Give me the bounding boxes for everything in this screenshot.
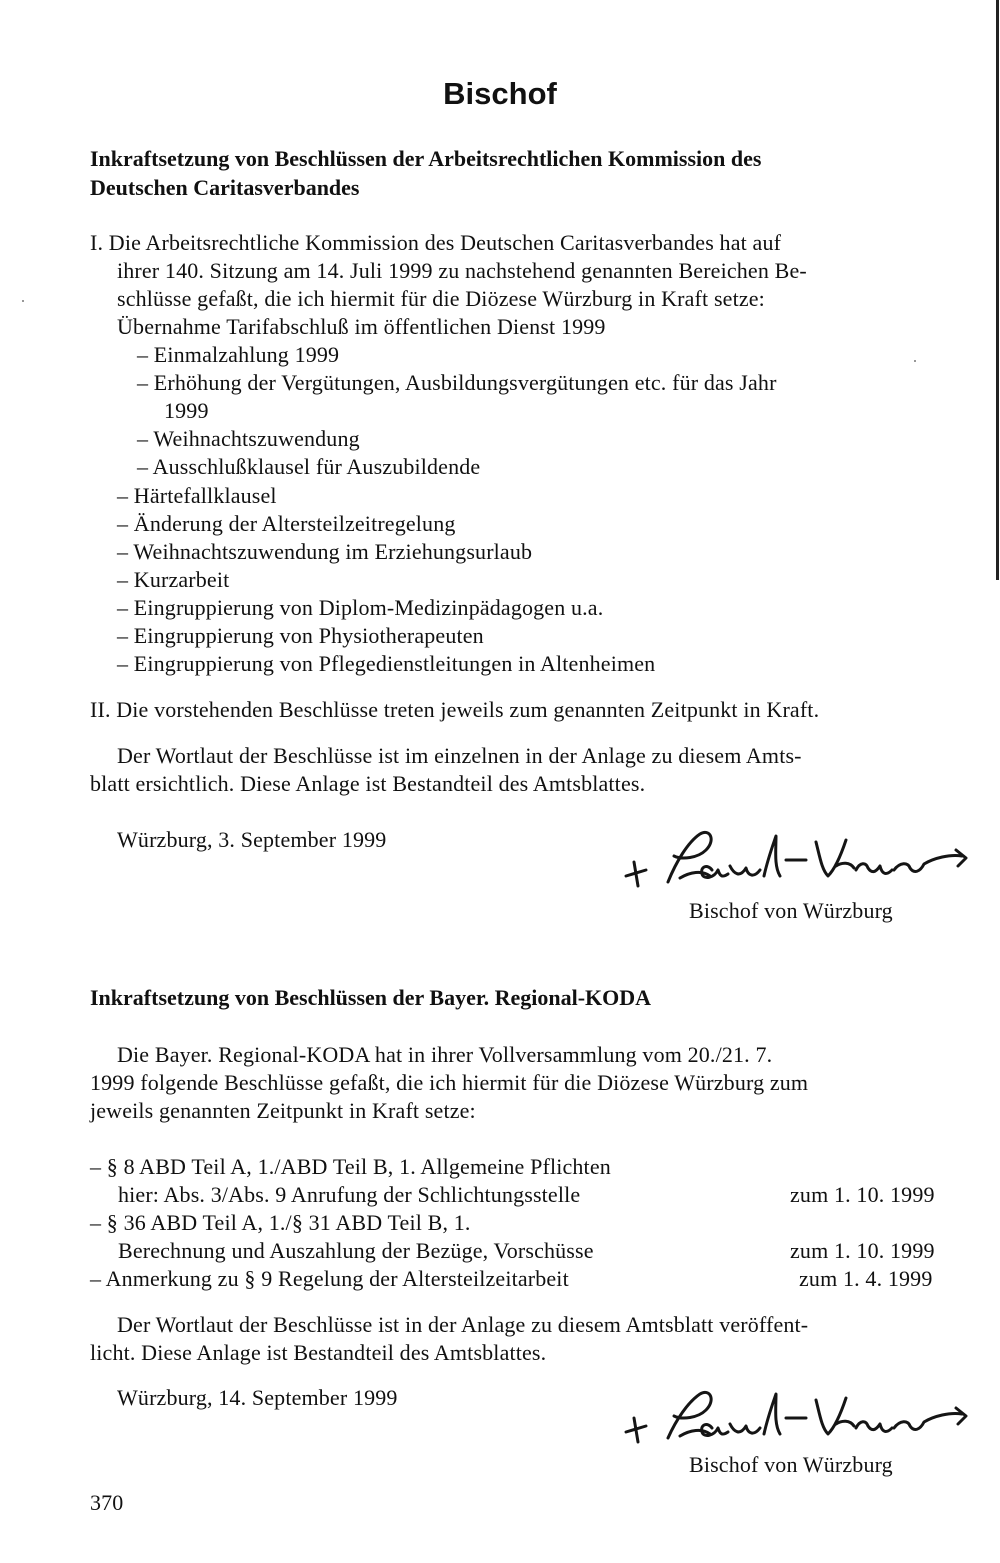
paragraph-line: II. Die vorstehenden Beschlüsse treten jeweils zum genannten Zeitpunkt in Kraft. — [90, 697, 820, 722]
entry-date: zum 1. 10. 1999 — [790, 1238, 935, 1263]
handwritten-signature — [610, 818, 980, 896]
list-item: – Eingruppierung von Pflegedienstleitungen in Altenheimen — [117, 651, 656, 676]
paragraph-line: Der Wortlaut der Beschlüsse ist im einzelnen in der Anlage zu diesem Amts- — [117, 743, 802, 768]
list-subitem: – Einmalzahlung 1999 — [137, 342, 340, 367]
handwritten-signature — [610, 1382, 980, 1452]
list-subitem: – Weihnachtszuwendung — [137, 426, 360, 451]
section-title-line: Deutschen Caritasverbandes — [90, 175, 360, 200]
list-item: – Eingruppierung von Diplom-Medizinpädagogen u.a. — [117, 595, 604, 620]
paragraph-line: Der Wortlaut der Beschlüsse ist in der Anlage zu diesem Amtsblatt veröffent- — [117, 1312, 809, 1337]
paragraph-line: jeweils genannten Zeitpunkt in Kraft setze: — [90, 1098, 476, 1123]
signature-caption: Bischof von Würzburg — [689, 898, 893, 923]
list-item: – Eingruppierung von Physiotherapeuten — [117, 623, 484, 648]
paragraph-line: blatt ersichtlich. Diese Anlage ist Bestandteil des Amtsblattes. — [90, 771, 646, 796]
entry-line: hier: Abs. 3/Abs. 9 Anrufung der Schlichtungsstelle — [118, 1182, 581, 1207]
entry-date: zum 1. 10. 1999 — [790, 1182, 935, 1207]
place-date: Würzburg, 3. September 1999 — [117, 827, 387, 852]
paragraph-line: ihrer 140. Sitzung am 14. Juli 1999 zu nachstehend genannten Bereichen Be- — [117, 258, 807, 283]
list-item: – Weihnachtszuwendung im Erziehungsurlaub — [117, 539, 533, 564]
section-title-line: Inkraftsetzung von Beschlüssen der Arbeitsrechtlichen Kommission des — [90, 146, 762, 171]
signature-caption: Bischof von Würzburg — [689, 1452, 893, 1477]
paragraph-line: 1999 folgende Beschlüsse gefaßt, die ich hiermit für die Diözese Würzburg zum — [90, 1070, 809, 1095]
paragraph-line: schlüsse gefaßt, die ich hiermit für die Diözese Würzburg in Kraft setze: — [117, 286, 765, 311]
list-item: – Kurzarbeit — [117, 567, 230, 592]
page-number: 370 — [90, 1490, 124, 1515]
entry-line: Berechnung und Auszahlung der Bezüge, Vorschüsse — [118, 1238, 594, 1263]
paragraph-line: Die Bayer. Regional-KODA hat in ihrer Vollversammlung vom 20./21. 7. — [117, 1042, 773, 1067]
entry-date: zum 1. 4. 1999 — [799, 1266, 933, 1291]
list-item: – Änderung der Altersteilzeitregelung — [117, 511, 456, 536]
place-date: Würzburg, 14. September 1999 — [117, 1385, 398, 1410]
section-title: Inkraftsetzung von Beschlüssen der Bayer. Regional-KODA — [90, 985, 652, 1010]
entry-line: – Anmerkung zu § 9 Regelung der Altersteilzeitarbeit — [90, 1266, 569, 1291]
scan-speck — [22, 300, 24, 302]
list-subitem: – Ausschlußklausel für Auszubildende — [137, 454, 481, 479]
paragraph-line: licht. Diese Anlage ist Bestandteil des Amtsblattes. — [90, 1340, 547, 1365]
list-subitem-continuation: 1999 — [164, 398, 209, 423]
page-heading: Bischof — [443, 76, 557, 111]
list-subitem: – Erhöhung der Vergütungen, Ausbildungsvergütungen etc. für das Jahr — [137, 370, 777, 395]
scan-speck — [914, 360, 916, 362]
paragraph-line: Übernahme Tarifabschluß im öffentlichen Dienst 1999 — [117, 314, 606, 339]
paragraph-line: I. Die Arbeitsrechtliche Kommission des Deutschen Caritasverbandes hat auf — [90, 230, 782, 255]
entry-line: – § 8 ABD Teil A, 1./ABD Teil B, 1. Allgemeine Pflichten — [90, 1154, 611, 1179]
entry-line: – § 36 ABD Teil A, 1./§ 31 ABD Teil B, 1. — [90, 1210, 471, 1235]
list-item: – Härtefallklausel — [117, 483, 277, 508]
